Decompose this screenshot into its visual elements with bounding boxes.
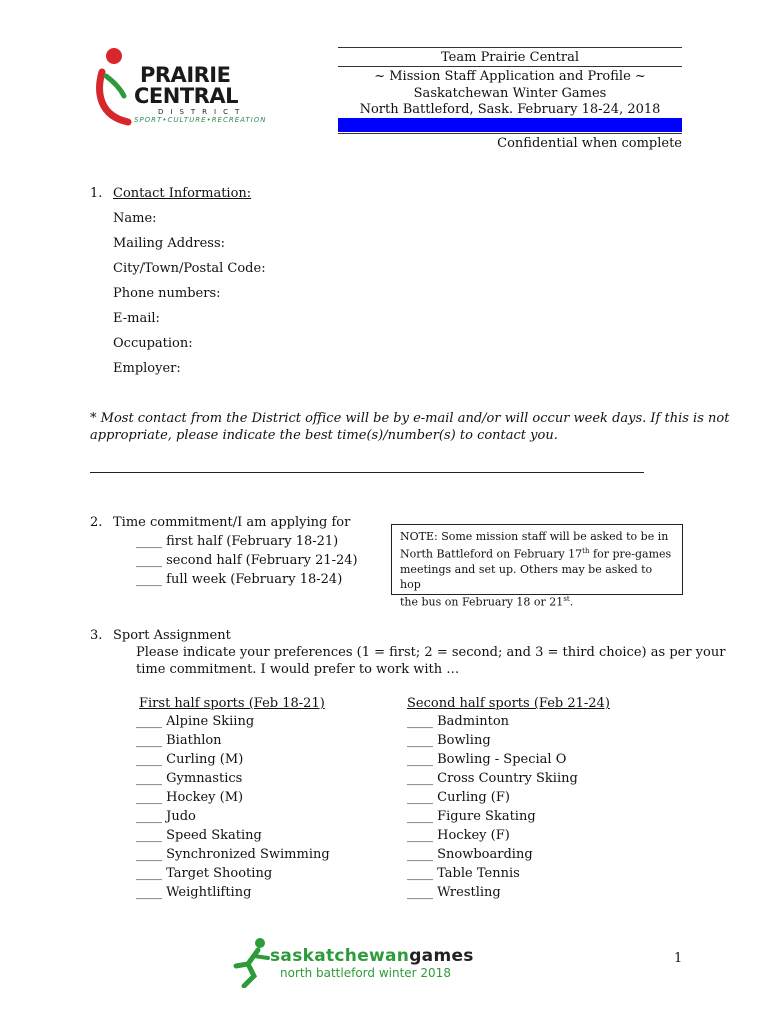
- runner-icon: [230, 936, 274, 988]
- contact-note-line-1: * Most contact from the District office will be by e-mail and/or will occur week days. If this is not: [90, 411, 730, 426]
- list-item[interactable]: ____ Target Shooting: [136, 866, 273, 881]
- list-item[interactable]: ____ Speed Skating: [136, 828, 262, 843]
- page-number: 1: [674, 951, 683, 966]
- note-line-4-tail: .: [569, 595, 574, 609]
- second-half-list: [407, 712, 578, 902]
- list-item[interactable]: ____ Hockey (F): [407, 828, 510, 843]
- section-3-number: 3.: [90, 628, 103, 643]
- list-item[interactable]: ____ Gymnastics: [136, 771, 243, 786]
- list-item[interactable]: ____ Wrestling: [407, 885, 501, 900]
- logo-main-text-a: saskatchewan: [270, 946, 410, 966]
- field-city-label: City/Town/Postal Code:: [113, 261, 266, 276]
- section-2-heading: Time commitment/I am applying for: [113, 515, 351, 530]
- list-item[interactable]: ____ Synchronized Swimming: [136, 847, 330, 862]
- logo-main-text: [270, 946, 474, 966]
- contact-note-line-2: appropriate, please indicate the best time(s)/number(s) to contact you.: [90, 428, 558, 443]
- time-note-box: [391, 524, 683, 609]
- list-item[interactable]: ____ Judo: [136, 809, 196, 824]
- header-bottom-rule: [338, 133, 682, 134]
- confidential-note: Confidential when complete: [497, 136, 682, 151]
- section-1-number: 1.: [90, 186, 103, 201]
- section-2-number: 2.: [90, 515, 103, 530]
- note-line-3: meetings and set up. Others may be asked to hop: [400, 562, 653, 591]
- note-line-2-tail: for pre-games: [589, 547, 672, 561]
- note-line-4-text: the bus on February 18 or 21: [400, 595, 564, 609]
- first-half-list: [136, 712, 330, 902]
- saskatchewan-games-logo: [230, 934, 490, 990]
- header-top-rule: [338, 47, 682, 48]
- header-team: Team Prairie Central: [441, 50, 579, 65]
- list-item[interactable]: ____ Figure Skating: [407, 809, 536, 824]
- field-name-label: Name:: [113, 211, 157, 226]
- list-item[interactable]: ____ Curling (F): [407, 790, 510, 805]
- prairie-central-logo: [94, 38, 267, 134]
- list-item[interactable]: ____ Weightlifting: [136, 885, 252, 900]
- list-item[interactable]: ____ Bowling: [407, 733, 491, 748]
- logo-word-central: CENTRAL: [134, 84, 238, 108]
- field-occupation-label: Occupation:: [113, 336, 193, 351]
- note-line-1: NOTE: Some mission staff will be asked to be in: [400, 530, 669, 543]
- list-item[interactable]: ____ Table Tennis: [407, 866, 520, 881]
- field-employer-label: Employer:: [113, 361, 181, 376]
- list-item[interactable]: ____ Alpine Skiing: [136, 714, 255, 729]
- note-line-4-sup: st: [563, 594, 570, 603]
- section-1-heading: Contact Information:: [113, 186, 252, 201]
- header-blue-bar: [338, 118, 682, 132]
- header-games: Saskatchewan Winter Games: [413, 86, 607, 101]
- list-item[interactable]: ____ Badminton: [407, 714, 510, 729]
- logo-tagline: SPORT•CULTURE•RECREATION: [134, 116, 267, 124]
- logo-sub-text: north battleford winter 2018: [280, 966, 451, 980]
- logo-word-prairie: PRAIRIE: [140, 63, 231, 87]
- list-item[interactable]: ____ Curling (M): [136, 752, 244, 767]
- logo-main-text-b: games: [409, 946, 474, 966]
- time-option-second-half[interactable]: ____ second half (February 21-24): [136, 553, 358, 568]
- header-location: North Battleford, Sask. February 18-24, 2018: [359, 102, 661, 117]
- sport-instructions-line-2: time commitment. I would prefer to work with …: [136, 662, 460, 677]
- field-mailing-address-label: Mailing Address:: [113, 236, 226, 251]
- time-option-full-week[interactable]: ____ full week (February 18-24): [136, 572, 343, 587]
- note-line-2-sup: th: [582, 547, 590, 555]
- time-option-first-half[interactable]: ____ first half (February 18-21): [136, 534, 339, 549]
- field-phone-label: Phone numbers:: [113, 286, 221, 301]
- list-item[interactable]: ____ Snowboarding: [407, 847, 533, 862]
- list-item[interactable]: ____ Cross Country Skiing: [407, 771, 578, 786]
- contact-time-answer-line[interactable]: [90, 472, 644, 473]
- note-line-2-text: North Battleford on February 17: [400, 547, 583, 561]
- note-line-2: [400, 544, 674, 562]
- section-3-heading: Sport Assignment: [113, 628, 231, 643]
- logo-figure-icon: [94, 38, 134, 128]
- header-subtitle: ~ Mission Staff Application and Profile ~: [374, 69, 646, 84]
- sport-instructions-line-1: Please indicate your preferences (1 = first; 2 = second; and 3 = third choice) as per your: [136, 645, 726, 660]
- field-email-label: E-mail:: [113, 311, 160, 326]
- second-half-heading: Second half sports (Feb 21-24): [407, 696, 610, 711]
- note-line-4: [400, 592, 674, 610]
- header-rule-2: [338, 66, 682, 67]
- first-half-heading: First half sports (Feb 18-21): [139, 696, 325, 711]
- list-item[interactable]: ____ Bowling - Special O: [407, 752, 567, 767]
- logo-district: DISTRICT: [158, 108, 247, 116]
- list-item[interactable]: ____ Biathlon: [136, 733, 222, 748]
- list-item[interactable]: ____ Hockey (M): [136, 790, 244, 805]
